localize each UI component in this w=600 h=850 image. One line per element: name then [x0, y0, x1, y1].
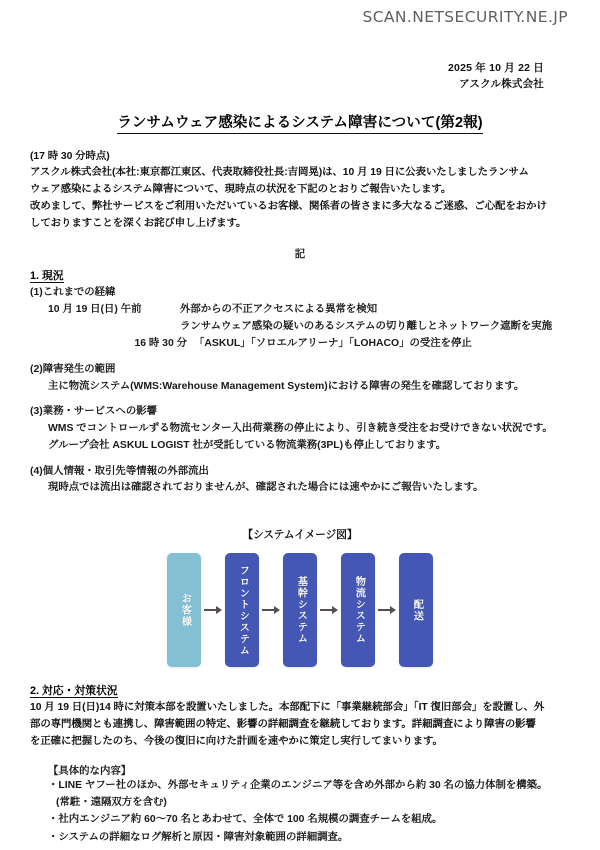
section-2-heading-text: 2. 対応・対策状況: [30, 685, 118, 698]
section-2-heading: [30, 683, 570, 698]
arrow-right-icon: [317, 605, 341, 615]
page-title: ランサムウェア感染によるシステム障害について(第2報): [117, 111, 482, 134]
section-2-line-1: 10 月 19 日(日)14 時に対策本部を設置いたしました。本部配下に「事業継続部会」「IT 復旧部会」を設置し、外: [30, 702, 545, 714]
detail-bullet-list: [48, 777, 570, 846]
section-1-heading: [30, 268, 570, 283]
arrow-right-icon: [375, 605, 399, 615]
detail-block-title: 【具体的な内容】: [48, 765, 132, 777]
section-1-heading-text: 1. 現況: [30, 269, 64, 282]
list-item: ・社内エンジニア約 60〜70 名とあわせて、全体で 100 名規模の調査チームを組成。: [48, 814, 443, 826]
section-2-body: [30, 700, 570, 751]
timeline-time: [48, 319, 180, 336]
section-1-item-2-body: 主に物流システム(WMS:Warehouse Management System)における障害の発生を確認しております。: [48, 380, 525, 392]
timeline-text: 「ASKUL」「ソロエルアリーナ」「LOHACO」の受注を停止: [194, 338, 472, 350]
diagram-box-logistics-system: 物流システム: [341, 553, 375, 667]
intro-timestamp: (17 時 30 分時点): [30, 150, 110, 162]
arrow-right-icon: [201, 605, 225, 615]
arrow-right-icon: [259, 605, 283, 615]
intro-line-2: ウェア感染によるシステム障害について、現時点の状況を下記のとおりご報告いたします。: [30, 184, 452, 196]
diagram-caption: 【システムイメージ図】: [242, 529, 358, 542]
diagram-box-core-system: 基幹システム: [283, 553, 317, 667]
timeline-row: [48, 319, 570, 336]
section-2-line-2: 部の専門機関とも連携し、障害範囲の特定、影響の詳細調査を継続しております。詳細調査により障害の影響: [30, 719, 536, 731]
section-1-item-3-body-1: WMS でコントロールずる物流センター入出荷業務の停止により、引き続き受注をお受けできない状況です。: [48, 423, 553, 435]
section-1-item-3-label: (3)業務・サービスへの影響: [30, 406, 157, 418]
timeline-time: 16 時 30 分: [134, 338, 187, 350]
section-2-line-3: を正確に把握したのち、今後の復旧に向けた計画を速やかに策定し実行してまいります。: [30, 735, 443, 747]
list-item: ・LINE ヤフー社のほか、外部セキュリティ企業のエンジニア等を含め外部から約 30 名の協力体制を構築。: [48, 779, 548, 791]
diagram-box-customer: お客様: [167, 553, 201, 667]
intro-line-4: しておりますことを深くお詫び申し上げます。: [30, 217, 247, 229]
list-item: ・システムの詳細なログ解析と原因・障害対象範囲の詳細調査。: [48, 831, 349, 843]
system-image-diagram: [30, 551, 570, 669]
timeline-row: [48, 336, 570, 353]
timeline-row: [48, 302, 570, 319]
list-item: (常駐・遠隔双方を含む): [56, 797, 167, 809]
diagram-box-delivery: 配送: [399, 553, 433, 667]
section-1-item-4-label: (4)個人情報・取引先等情報の外部流出: [30, 465, 209, 477]
section-1-item-1-label: (1)これまでの経緯: [30, 286, 116, 298]
section-1-item-3-body-2: グループ会社 ASKUL LOGIST 社が受託している物流業務(3PL)も停止しております。: [48, 439, 447, 451]
intro-line-3: 改めまして、弊社サービスをご利用いただいているお客様、関係者の皆さまに多大なるご迷惑、ご心配をおかけ: [30, 201, 547, 213]
site-watermark: SCAN.NETSECURITY.NE.JP: [362, 8, 568, 26]
ki-marker: 記: [294, 247, 306, 260]
document-date: 2025 年 10 月 22 日: [447, 62, 544, 74]
section-1-item-4-body: 現時点では流出は確認されておりませんが、確認された場合には速やかにご報告いたします。: [48, 482, 484, 494]
intro-line-1: アスクル株式会社(本社:東京都江東区、代表取締役社長:吉岡晃)は、10 月 19 日に公表いたしましたランサム: [30, 167, 529, 179]
document-company: アスクル株式会社: [459, 78, 544, 91]
section-1-item-2-label: (2)障害発生の範囲: [30, 363, 116, 375]
timeline-text: 外部からの不正アクセスによる異常を検知: [180, 304, 378, 316]
page-title-wrap: [30, 111, 570, 134]
timeline-time: 10 月 19 日(日) 午前: [48, 304, 142, 316]
diagram-box-front-system: フロントシステム: [225, 553, 259, 667]
document-header: [30, 60, 570, 93]
intro-block: [30, 149, 570, 233]
timeline-list: [48, 302, 570, 353]
watermark-bar: [30, 0, 570, 34]
timeline-text: ランサムウェア感染の疑いのあるシステムの切り離しとネットワーク遮断を実施: [180, 321, 553, 333]
